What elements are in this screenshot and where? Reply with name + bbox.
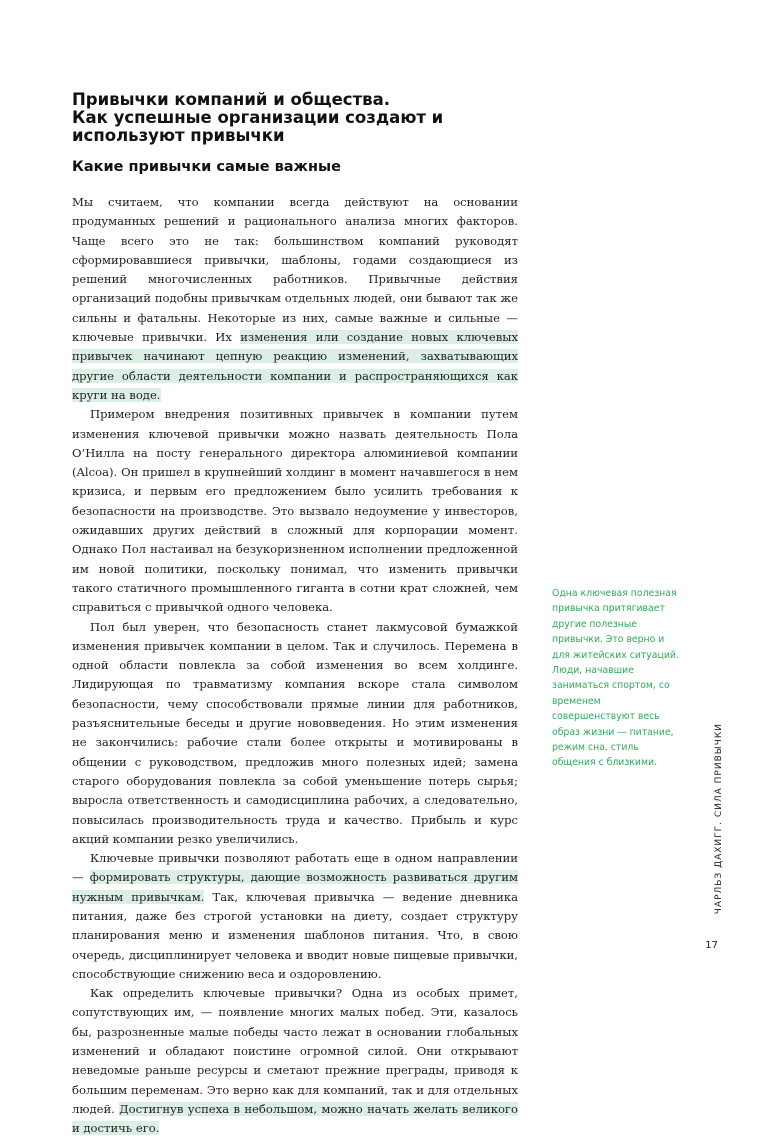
highlighted-text: изменения или создание новых ключевых привычек начинают цепную реакцию изменений, захватывающих другие области деятельности компании и распространяющихся как круги на воде. xyxy=(72,330,518,402)
paragraph xyxy=(72,618,518,850)
running-head xyxy=(712,722,726,914)
paragraph-text: Примером внедрения позитивных привычек в компании путем изменения ключевой привычки можно назвать деятельность Пола О’Нилла на посту генерального директора алюминиевой компании (Alcoa). Он пришел в крупнейший холдинг в момент начавшегося в нем кризиса, и первым его предложением было усилить требования к безопасности на производстве. Это вызвало недоумение у инвесторов, ожидавших других действий в сложный для корпорации момент. Однако Пол настаивал на безукоризненном исполнении предложенной им новой политики, поскольку понимал, что изменить привычки такого статичного промышленного гиганта в сотни крат сложней, чем справиться с привычкой одного человека. xyxy=(72,407,518,615)
paragraph xyxy=(72,849,518,984)
paragraph-text: Так, ключевая привычка — ведение дневника питания, даже без строгой установки на диету, создает структуру планирования меню и изменения шаблонов питания. Что, в свою очередь, дисциплинирует человека и вводит новые пищевые привычки, способствующие снижению веса и оздоровлению. xyxy=(72,889,519,981)
paragraph-text: Как определить ключевые привычки? Одна из особых примет, сопутствующих им, — появление многих малых побед. Эти, казалось бы, разрозненные малые победы часто лежат в основании глобальных изменений и обладают поистине огромной силой. Они открывают неведомые раньше ресурсы и сметают прежние преграды, приводя к большим переменам. Это верно как для компаний, так и для отдельных людей. xyxy=(72,986,518,1116)
highlighted-text: Достигнув успеха в небольшом, можно начать желать великого и достичь его. xyxy=(72,1101,518,1136)
page-number: 17 xyxy=(705,940,718,951)
paragraph xyxy=(72,984,518,1138)
paragraph xyxy=(72,193,518,405)
paragraph-text: Пол был уверен, что безопасность станет лакмусовой бумажкой изменения привычек компании в целом. Так и случилось. Перемена в одной области повлекла за собой изменения во всем холдинге. Лидирующая по травматизму компания вскоре стала символом безопасности, чему способствовали прямые линии для работников, разъяснительные беседы и другие нововведения. Но этим изменения не закончились: рабочие стали более открыты и мотивированы в общении с руководством, предложив много полезных идей; замена старого оборудования повлекла за собой уменьшение потерь сырья; выросла ответственность и самодисциплина рабочих, а следовательно, повысилась производительность труда и качество. Прибыль и курс акций компании резко увеличились. xyxy=(72,619,518,846)
chapter-title xyxy=(72,91,532,145)
body-text xyxy=(72,193,518,1139)
paragraph-text: Ключевые привычки позволяют работать еще в одном направлении — xyxy=(72,851,518,885)
paragraph xyxy=(72,405,518,617)
running-head-text: ЧАРЛЬЗ ДАХИГГ. СИЛА ПРИВЫЧКИ xyxy=(714,722,724,914)
highlighted-text: формировать структуры, дающие возможность развиваться другим нужным привычкам. xyxy=(72,870,518,904)
paragraph-text: Мы считаем, что компании всегда действуют на основании продуманных решений и рационального анализа многих факторов. Чаще всего это не так: большинством компаний руководят сформировавшиеся привычки, шаблоны, годами создающиеся из решений многочисленных работников. Привычные действия организаций подобны привычкам отдельных людей, они бывают так же сильны и фатальны. Некоторые из них, самые важные и сильные — ключевые привычки. Их xyxy=(72,195,518,345)
sidenote: Одна ключевая полезная привычка притягивает другие полезные привычки. Это верно и для житейских ситуаций. Люди, начавшие заниматься спортом, со временем совершенствуют весь образ жизни — питание, режим сна, стиль общения с близкими. xyxy=(552,588,679,769)
section-title: Какие привычки самые важные xyxy=(72,159,341,175)
chapter-title-line2: Как успешные организации создают и используют привычки xyxy=(72,108,444,145)
chapter-title-line1: Привычки компаний и общества. xyxy=(72,90,390,109)
